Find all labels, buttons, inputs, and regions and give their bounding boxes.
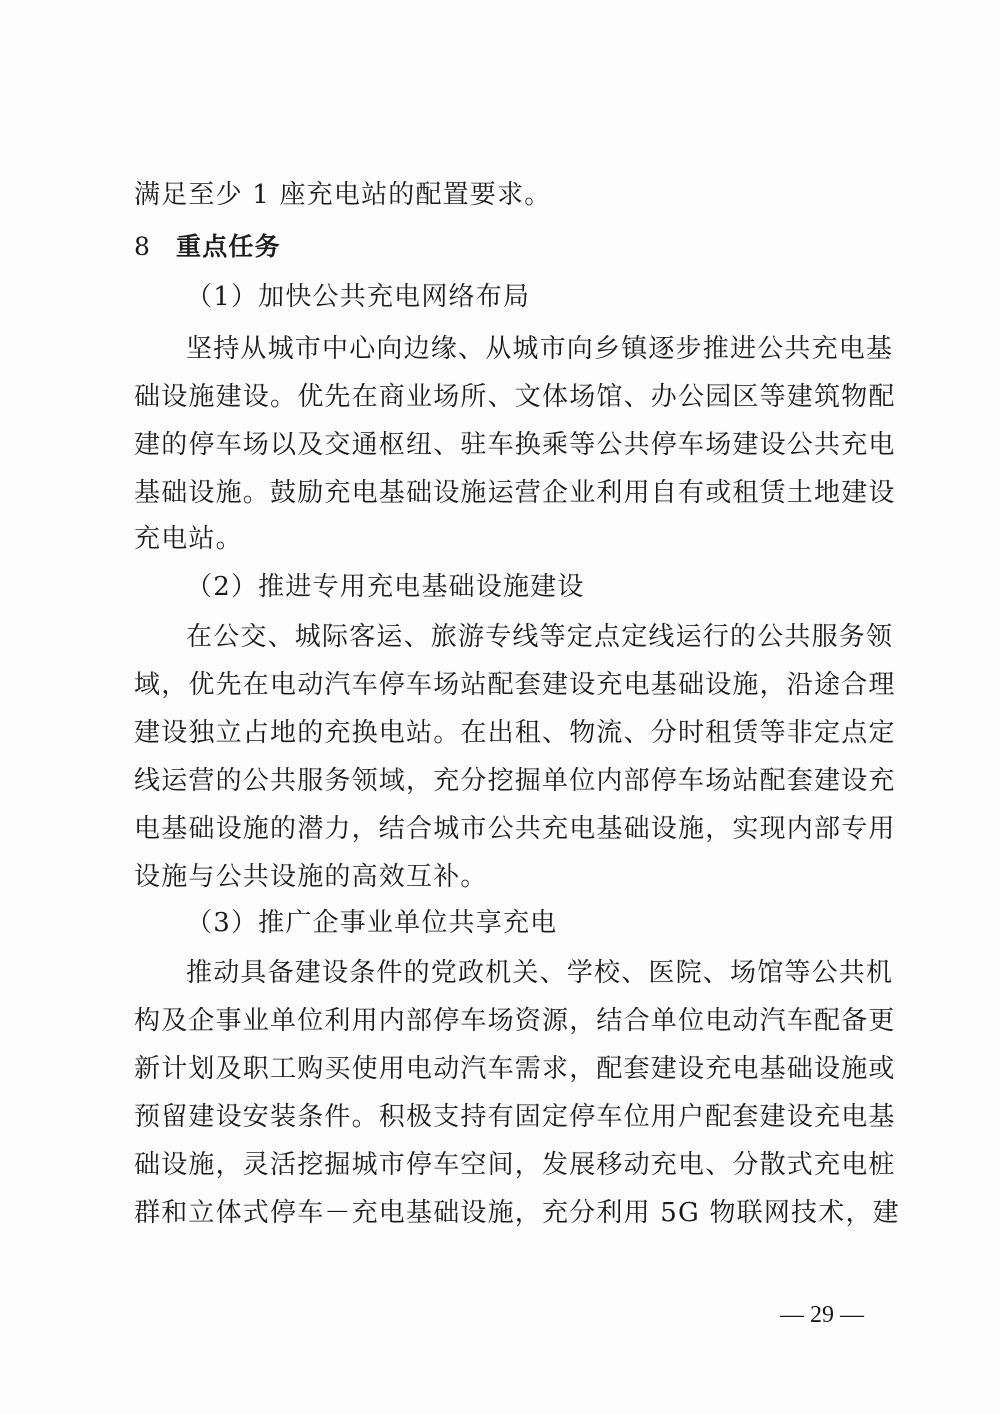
subheading-3: （3）推广企事业单位共享充电 xyxy=(186,908,558,938)
paragraph-3-line-2: 构及企事业单位利用内部停车场资源，结合单位电动汽车配备更 xyxy=(134,1006,896,1036)
section-number: 8 xyxy=(134,232,152,261)
paragraph-1-line-2: 础设施建设。优先在商业场所、文体场馆、办公园区等建筑物配 xyxy=(134,382,896,412)
paragraph-2-line-2: 域，优先在电动汽车停车场站配套建设充电基础设施，沿途合理 xyxy=(134,670,896,700)
paragraph-1-line-5: 充电站。 xyxy=(134,524,243,554)
paragraph-3-line-1: 推动具备建设条件的党政机关、学校、医院、场馆等公共机 xyxy=(186,958,894,988)
paragraph-3-line-6: 群和立体式停车－充电基础设施，充分利用 5G 物联网技术，建 xyxy=(134,1198,900,1228)
paragraph-2-line-6: 设施与公共设施的高效互补。 xyxy=(134,862,488,892)
section-heading xyxy=(134,230,281,264)
paragraph-3-line-4: 预留建设安装条件。积极支持有固定停车位用户配套建设充电基 xyxy=(134,1102,896,1132)
paragraph-3-line-5: 础设施，灵活挖掘城市停车空间，发展移动充电、分散式充电桩 xyxy=(134,1150,896,1180)
paragraph-2-line-5: 电基础设施的潜力，结合城市公共充电基础设施，实现内部专用 xyxy=(134,814,896,844)
paragraph-2-line-3: 建设独立占地的充换电站。在出租、物流、分时租赁等非定点定 xyxy=(134,718,896,748)
subheading-1: （1）加快公共充电网络布局 xyxy=(186,282,531,312)
text-line-1: 满足至少 1 座充电站的配置要求。 xyxy=(134,180,552,210)
paragraph-3-line-3: 新计划及职工购买使用电动汽车需求，配套建设充电基础设施或 xyxy=(134,1054,896,1084)
paragraph-1-line-1: 坚持从城市中心向边缘、从城市向乡镇逐步推进公共充电基 xyxy=(186,334,894,364)
subheading-2: （2）推进专用充电基础设施建设 xyxy=(186,572,585,602)
paragraph-1-line-3: 建的停车场以及交通枢纽、驻车换乘等公共停车场建设公共充电 xyxy=(134,430,896,460)
section-title: 重点任务 xyxy=(176,232,281,261)
page-number: — 29 — xyxy=(780,1302,864,1328)
paragraph-2-line-1: 在公交、城际客运、旅游专线等定点定线运行的公共服务领 xyxy=(186,622,894,652)
paragraph-2-line-4: 线运营的公共服务领域，充分挖掘单位内部停车场站配套建设充 xyxy=(134,766,896,796)
paragraph-1-line-4: 基础设施。鼓励充电基础设施运营企业利用自有或租赁土地建设 xyxy=(134,478,896,508)
